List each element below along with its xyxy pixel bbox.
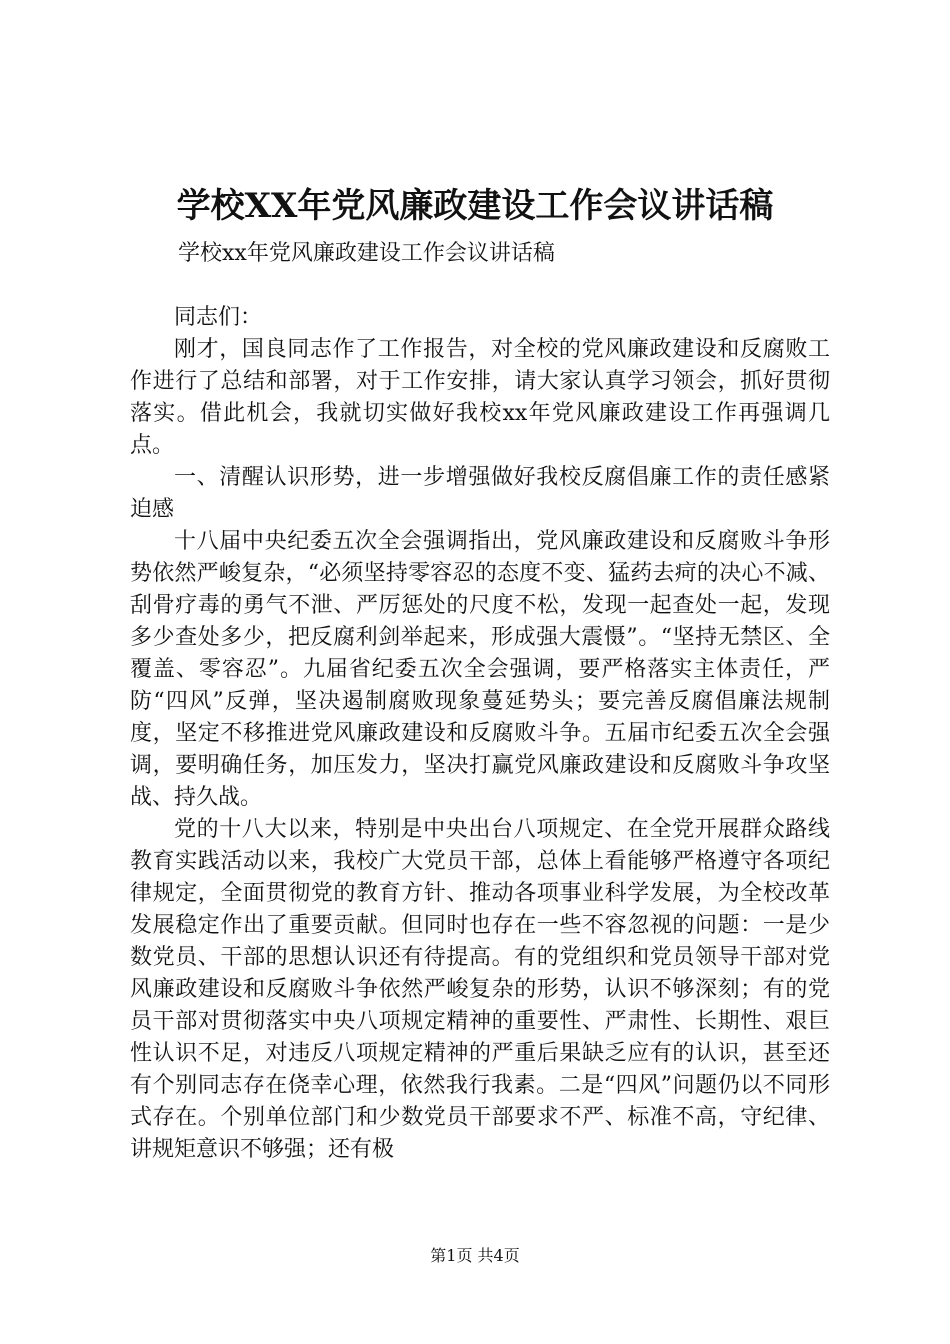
- paragraph-problems: 党的十八大以来，特别是中央出台八项规定、在全党开展群众路线教育实践活动以来，我校广大党员干部，总体上看能够严格遵守各项纪律规定，全面贯彻党的教育方针、推动各项事业科学发展，为全校改革发展稳定作出了重要贡献。但同时也存在一些不容忽视的问题：一是少数党员、干部的思想认识还有待提高。有的党组织和党员领导干部对党风廉政建设和反腐败斗争依然严峻复杂的形势，认识不够深刻；有的党员干部对贯彻落实中央八项规定精神的重要性、严肃性、长期性、艰巨性认识不足，对违反八项规定精神的严重后果缺乏应有的认识，甚至还有个别同志存在侥幸心理，依然我行我素。二是“四风”问题仍以不同形式存在。个别单位部门和少数党员干部要求不严、标准不高，守纪律、讲规矩意识不够强；还有极: [130, 817, 830, 1162]
- document-title: 学校XX年党风廉政建设工作会议讲话稿: [176, 186, 774, 226]
- document-body: [130, 302, 830, 1166]
- paragraph-intro: 刚才，国良同志作了工作报告，对全校的党风廉政建设和反腐败工作进行了总结和部署，对于工作安排，请大家认真学习领会，抓好贯彻落实。借此机会，我就切实做好我校xx年党风廉政建设工作再强调几点。: [130, 337, 830, 458]
- section-heading-1: 一、清醒认识形势，进一步增强做好我校反腐倡廉工作的责任感紧迫感: [130, 465, 830, 522]
- page-number-footer: 第1页 共4页: [430, 1246, 520, 1265]
- salutation: 同志们：: [174, 305, 263, 330]
- paragraph-situation: 十八届中央纪委五次全会强调指出，党风廉政建设和反腐败斗争形势依然严峻复杂，“必须坚持零容忍的态度不变、猛药去疴的决心不减、刮骨疗毒的勇气不泄、严厉惩处的尺度不松，发现一起查处一起，发现多少查处多少，把反腐利剑举起来，形成强大震慑”。“坚持无禁区、全覆盖、零容忍”。九届省纪委五次全会强调，要严格落实主体责任，严防“四风”反弹，坚决遏制腐败现象蔓延势头；要完善反腐倡廉法规制度，坚定不移推进党风廉政建设和反腐败斗争。五届市纪委五次全会强调，要明确任务，加压发力，坚决打赢党风廉政建设和反腐败斗争攻坚战、持久战。: [130, 529, 830, 810]
- document-subtitle: 学校xx年党风廉政建设工作会议讲话稿: [178, 241, 555, 266]
